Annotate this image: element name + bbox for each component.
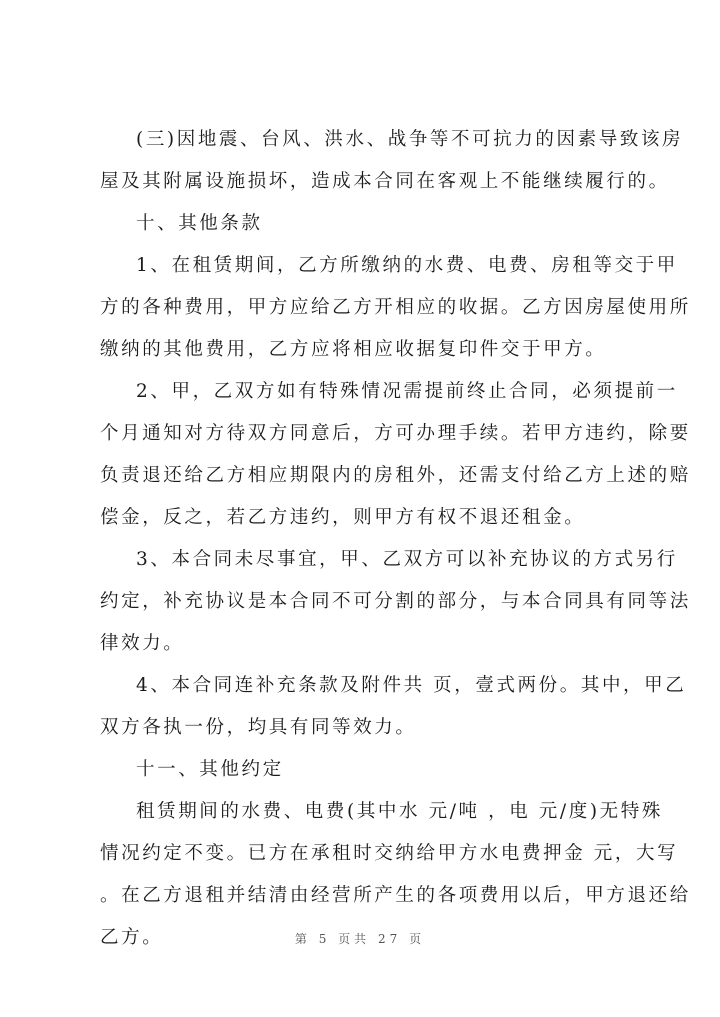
text-line: 双方各执一份，均具有同等效力。	[100, 717, 417, 738]
page-number: 第 5 页共 27 页	[294, 932, 426, 946]
text-line: 偿金，反之，若乙方违约，则甲方有权不退还租金。	[100, 507, 586, 528]
text-line: 乙方。	[100, 927, 164, 948]
text-line: 屋及其附属设施损坏，造成本合同在客观上不能继续履行的。	[100, 171, 670, 192]
text-line: 方的各种费用，甲方应给乙方开相应的收据。乙方因房屋使用所	[100, 297, 691, 318]
text-line: 缴纳的其他费用，乙方应将相应收据复印件交于甲方。	[100, 339, 607, 360]
section-heading: 十一、其他约定	[136, 759, 284, 780]
text-line: 4、本合同连补充条款及附件共 页，壹式两份。其中，甲乙	[136, 675, 687, 696]
text-line: 。在乙方退租并结清由经营所产生的各项费用以后，甲方退还给	[100, 885, 691, 906]
text-line: 情况约定不变。已方在承租时交纳给甲方水电费押金 元，大写	[100, 843, 679, 864]
text-line: 律效力。	[100, 633, 185, 654]
text-line: (三)因地震、台风、洪水、战争等不可抗力的因素导致该房	[136, 129, 684, 150]
text-line: 负责退还给乙方相应期限内的房租外，还需支付给乙方上述的赔	[100, 465, 691, 486]
section-heading: 十、其他条款	[136, 213, 263, 234]
text-line: 租赁期间的水费、电费(其中水 元/吨 ，电 元/度)无特殊	[136, 801, 663, 822]
text-line: 2、甲，乙双方如有特殊情况需提前终止合同，必须提前一	[136, 381, 678, 402]
text-line: 个月通知对方待双方同意后，方可办理手续。若甲方违约，除要	[100, 423, 691, 444]
text-line: 约定，补充协议是本合同不可分割的部分，与本合同具有同等法	[100, 591, 691, 612]
text-line: 3、本合同未尽事宜，甲、乙双方可以补充协议的方式另行	[136, 549, 678, 570]
text-line: 1、在租赁期间，乙方所缴纳的水费、电费、房租等交于甲	[136, 255, 678, 276]
